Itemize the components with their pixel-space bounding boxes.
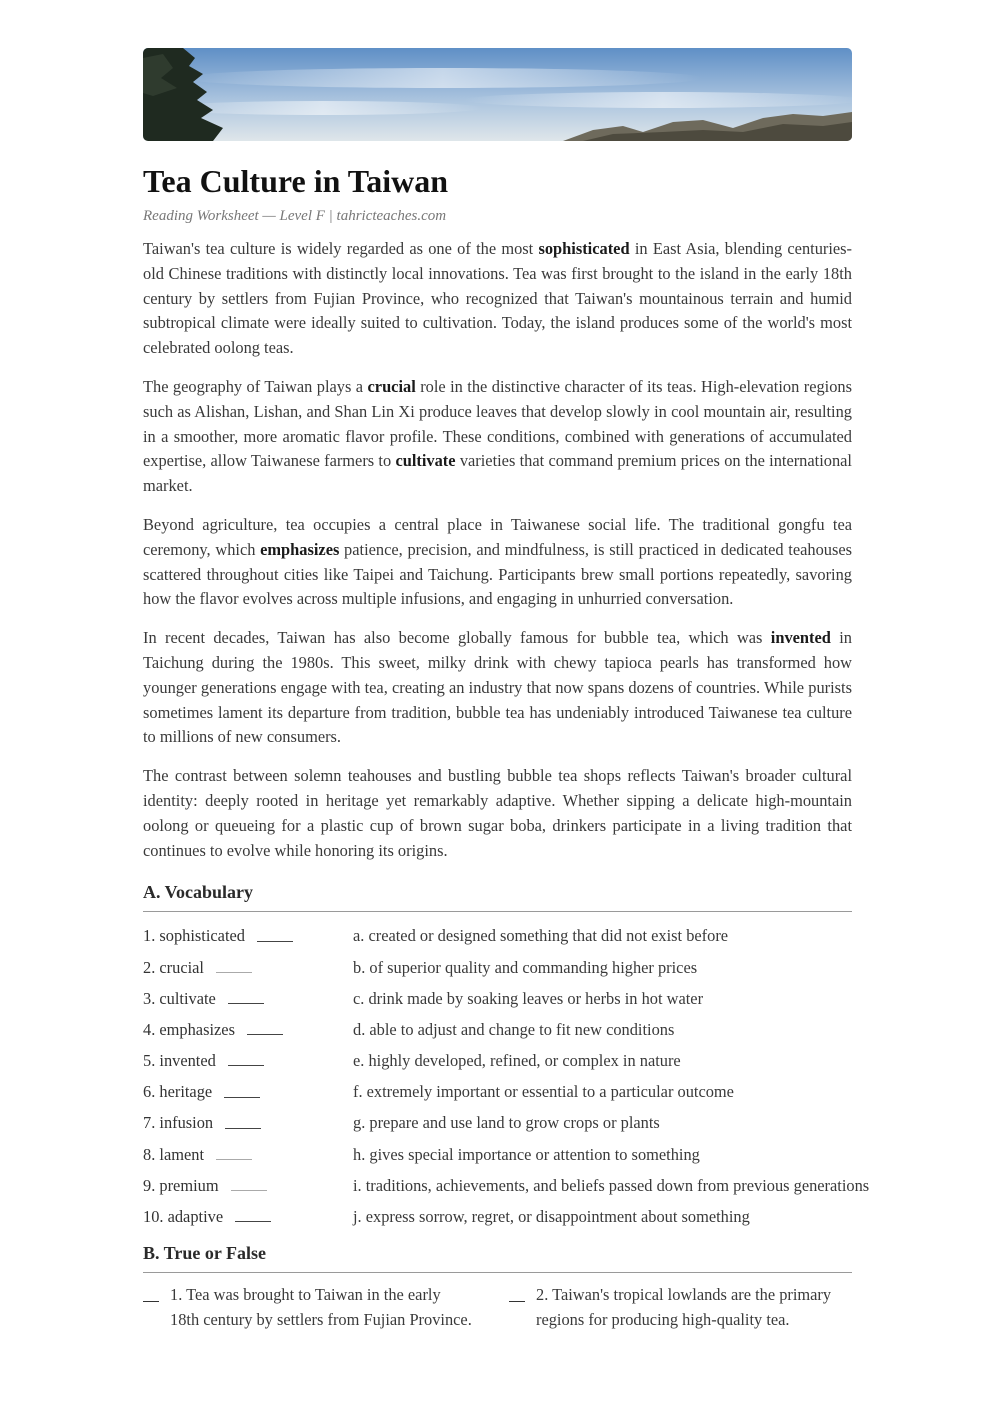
worksheet-page (143, 48, 870, 1373)
vocab-definition: d. able to adjust and change to fit new conditions (353, 1019, 675, 1039)
answer-blank[interactable] (216, 971, 252, 973)
vocab-definition: c. drink made by soaking leaves or herbs in hot water (353, 988, 704, 1008)
page-title: Tea Culture in Taiwan (143, 163, 448, 199)
vocab-term (143, 1045, 264, 1076)
vocab-row (143, 1139, 852, 1170)
vocab-definition: h. gives special importance or attention to something (353, 1144, 700, 1164)
passage-paragraph (143, 626, 852, 750)
vocab-term-text: 7. infusion (143, 1113, 214, 1133)
page-subtitle: Reading Worksheet — Level F | tahricteaches.com (143, 208, 447, 224)
vocab-term (143, 1014, 283, 1045)
vocab-definition: g. prepare and use land to grow crops or plants (353, 1113, 660, 1133)
vocab-term-text: 4. emphasizes (143, 1019, 235, 1039)
answer-blank[interactable] (216, 1158, 252, 1160)
vocab-term-text: 6. heritage (143, 1082, 213, 1102)
vocab-term-text: 8. lament (143, 1144, 204, 1164)
vocab-definition: f. extremely important or essential to a particular outcome (353, 1082, 734, 1102)
vocabulary-heading: A. Vocabulary (143, 881, 852, 912)
vocab-row (143, 1170, 870, 1201)
passage-text: The geography of Taiwan plays a (143, 376, 368, 396)
vocab-definition: a. created or designed something that did not exist before (353, 926, 729, 946)
vocab-definition: e. highly developed, refined, or complex in nature (353, 1051, 681, 1071)
vocab-term-text: 10. adaptive (143, 1207, 224, 1227)
vocab-term-text: 2. crucial (143, 957, 204, 977)
vocab-row (143, 1014, 852, 1045)
vocab-term (143, 920, 293, 951)
true-false-item (509, 1283, 839, 1332)
header-banner-image (143, 48, 852, 141)
true-false-statement: 1. Tea was brought to Taiwan in the early 18th century by settlers from Fujian Province. (170, 1285, 472, 1329)
vocab-row (143, 952, 852, 983)
vocab-row (143, 1201, 852, 1232)
vocab-term (143, 1076, 260, 1107)
passage-paragraph (143, 375, 852, 499)
vocab-term (143, 983, 264, 1014)
answer-blank[interactable] (224, 1096, 260, 1098)
answer-blank[interactable] (228, 1002, 264, 1004)
passage-paragraph (143, 764, 852, 863)
vocab-term-text: 9. premium (143, 1175, 219, 1195)
vocab-word-highlight: invented (770, 628, 831, 648)
vocab-row (143, 1076, 852, 1107)
passage-text: in East Asia, blending centuries-old Chinese traditions with distinctly local innovations. Tea was first brought to the island in the early 18th century by settlers from Fujian Province, who recognized that Taiwan's mountainous terrain and humid subtropical climate were ideally suited to cultivation. Today, the island produces some of the world's most celebrated oolong teas. (143, 239, 853, 358)
vocab-term (143, 1139, 252, 1170)
vocab-definition: j. express sorrow, regret, or disappointment about something (353, 1207, 750, 1227)
true-false-heading: B. True or False (143, 1242, 852, 1273)
vocab-term (143, 1170, 267, 1201)
vocab-word-highlight: emphasizes (260, 539, 340, 559)
answer-blank[interactable] (228, 1064, 264, 1066)
vocab-term-text: 5. invented (143, 1051, 216, 1071)
answer-blank[interactable] (235, 1220, 271, 1222)
vocab-term (143, 952, 252, 983)
passage-text: varieties that command premium prices on the international market. (143, 451, 852, 496)
vocab-row (143, 983, 852, 1014)
passage-text: The contrast between solemn teahouses and bustling bubble tea shops reflects Taiwan's broader cultural identity: deeply rooted in heritage yet remarkably adaptive. Whether sipping a delicate high-mountain oolong or queueing for a plastic cup of brown sugar boba, drinkers participate in a living tradition that continues to evolve while honoring its origins. (143, 766, 852, 860)
vocab-term (143, 1201, 271, 1232)
passage-paragraph (143, 513, 852, 612)
reading-passage (143, 237, 852, 863)
vocab-row (143, 920, 852, 951)
vocab-row (143, 1107, 852, 1138)
answer-blank[interactable] (247, 1033, 283, 1035)
answer-blank[interactable] (257, 940, 293, 942)
passage-paragraph (143, 237, 852, 361)
answer-blank[interactable] (231, 1189, 267, 1191)
vocab-definition: i. traditions, achievements, and beliefs passed down from previous generations (353, 1175, 870, 1195)
passage-text: in Taichung during the 1980s. This sweet, milky drink with chewy tapioca pearls has transformed how younger generations engage with tea, creating an industry that now spans dozens of countries. While purists sometimes lament its departure from tradition, bubble tea has undeniably introduced Taiwanese tea culture to millions of new consumers. (143, 628, 852, 747)
vocab-term-text: 1. sophisticated (143, 926, 245, 946)
vocab-word-highlight: crucial (367, 376, 416, 396)
passage-text: In recent decades, Taiwan has also become globally famous for bubble tea, which was (143, 628, 771, 648)
answer-blank[interactable] (143, 1301, 159, 1302)
vocab-word-highlight: sophisticated (538, 239, 630, 258)
passage-text: role in the distinctive character of its teas. High-elevation regions such as Alishan, Lishan, and Shan Lin Xi produce leaves that develop slowly in cool mountain air, resulting in a smoother, more aromatic flavor profile. These conditions, combined with generations of accumulated expertise, allow Taiwanese farmers to (143, 376, 852, 471)
vocab-row (143, 1045, 852, 1076)
passage-text: Taiwan's tea culture is widely regarded as one of the most (143, 239, 539, 258)
vocab-term (143, 1107, 261, 1138)
vocab-definition: b. of superior quality and commanding higher prices (353, 957, 698, 977)
passage-text: Beyond agriculture, tea occupies a central place in Taiwanese social life. The traditional gongfu tea ceremony, which (143, 514, 852, 559)
vocab-term-text: 3. cultivate (143, 988, 216, 1008)
answer-blank[interactable] (509, 1301, 525, 1302)
vocabulary-list (143, 920, 870, 1232)
answer-blank[interactable] (225, 1127, 261, 1129)
true-false-statement: 2. Taiwan's tropical lowlands are the primary regions for producing high-quality tea. (536, 1285, 832, 1329)
true-false-item (143, 1283, 473, 1332)
vocab-word-highlight: cultivate (395, 451, 456, 471)
true-false-list (143, 1283, 852, 1373)
passage-text: patience, precision, and mindfulness, is still practiced in dedicated teahouses scattered throughout cities like Taipei and Taichung. Participants brew small portions repeatedly, savoring how the flavor evolves across multiple infusions, and engaging in unhurried conversation. (143, 539, 853, 609)
